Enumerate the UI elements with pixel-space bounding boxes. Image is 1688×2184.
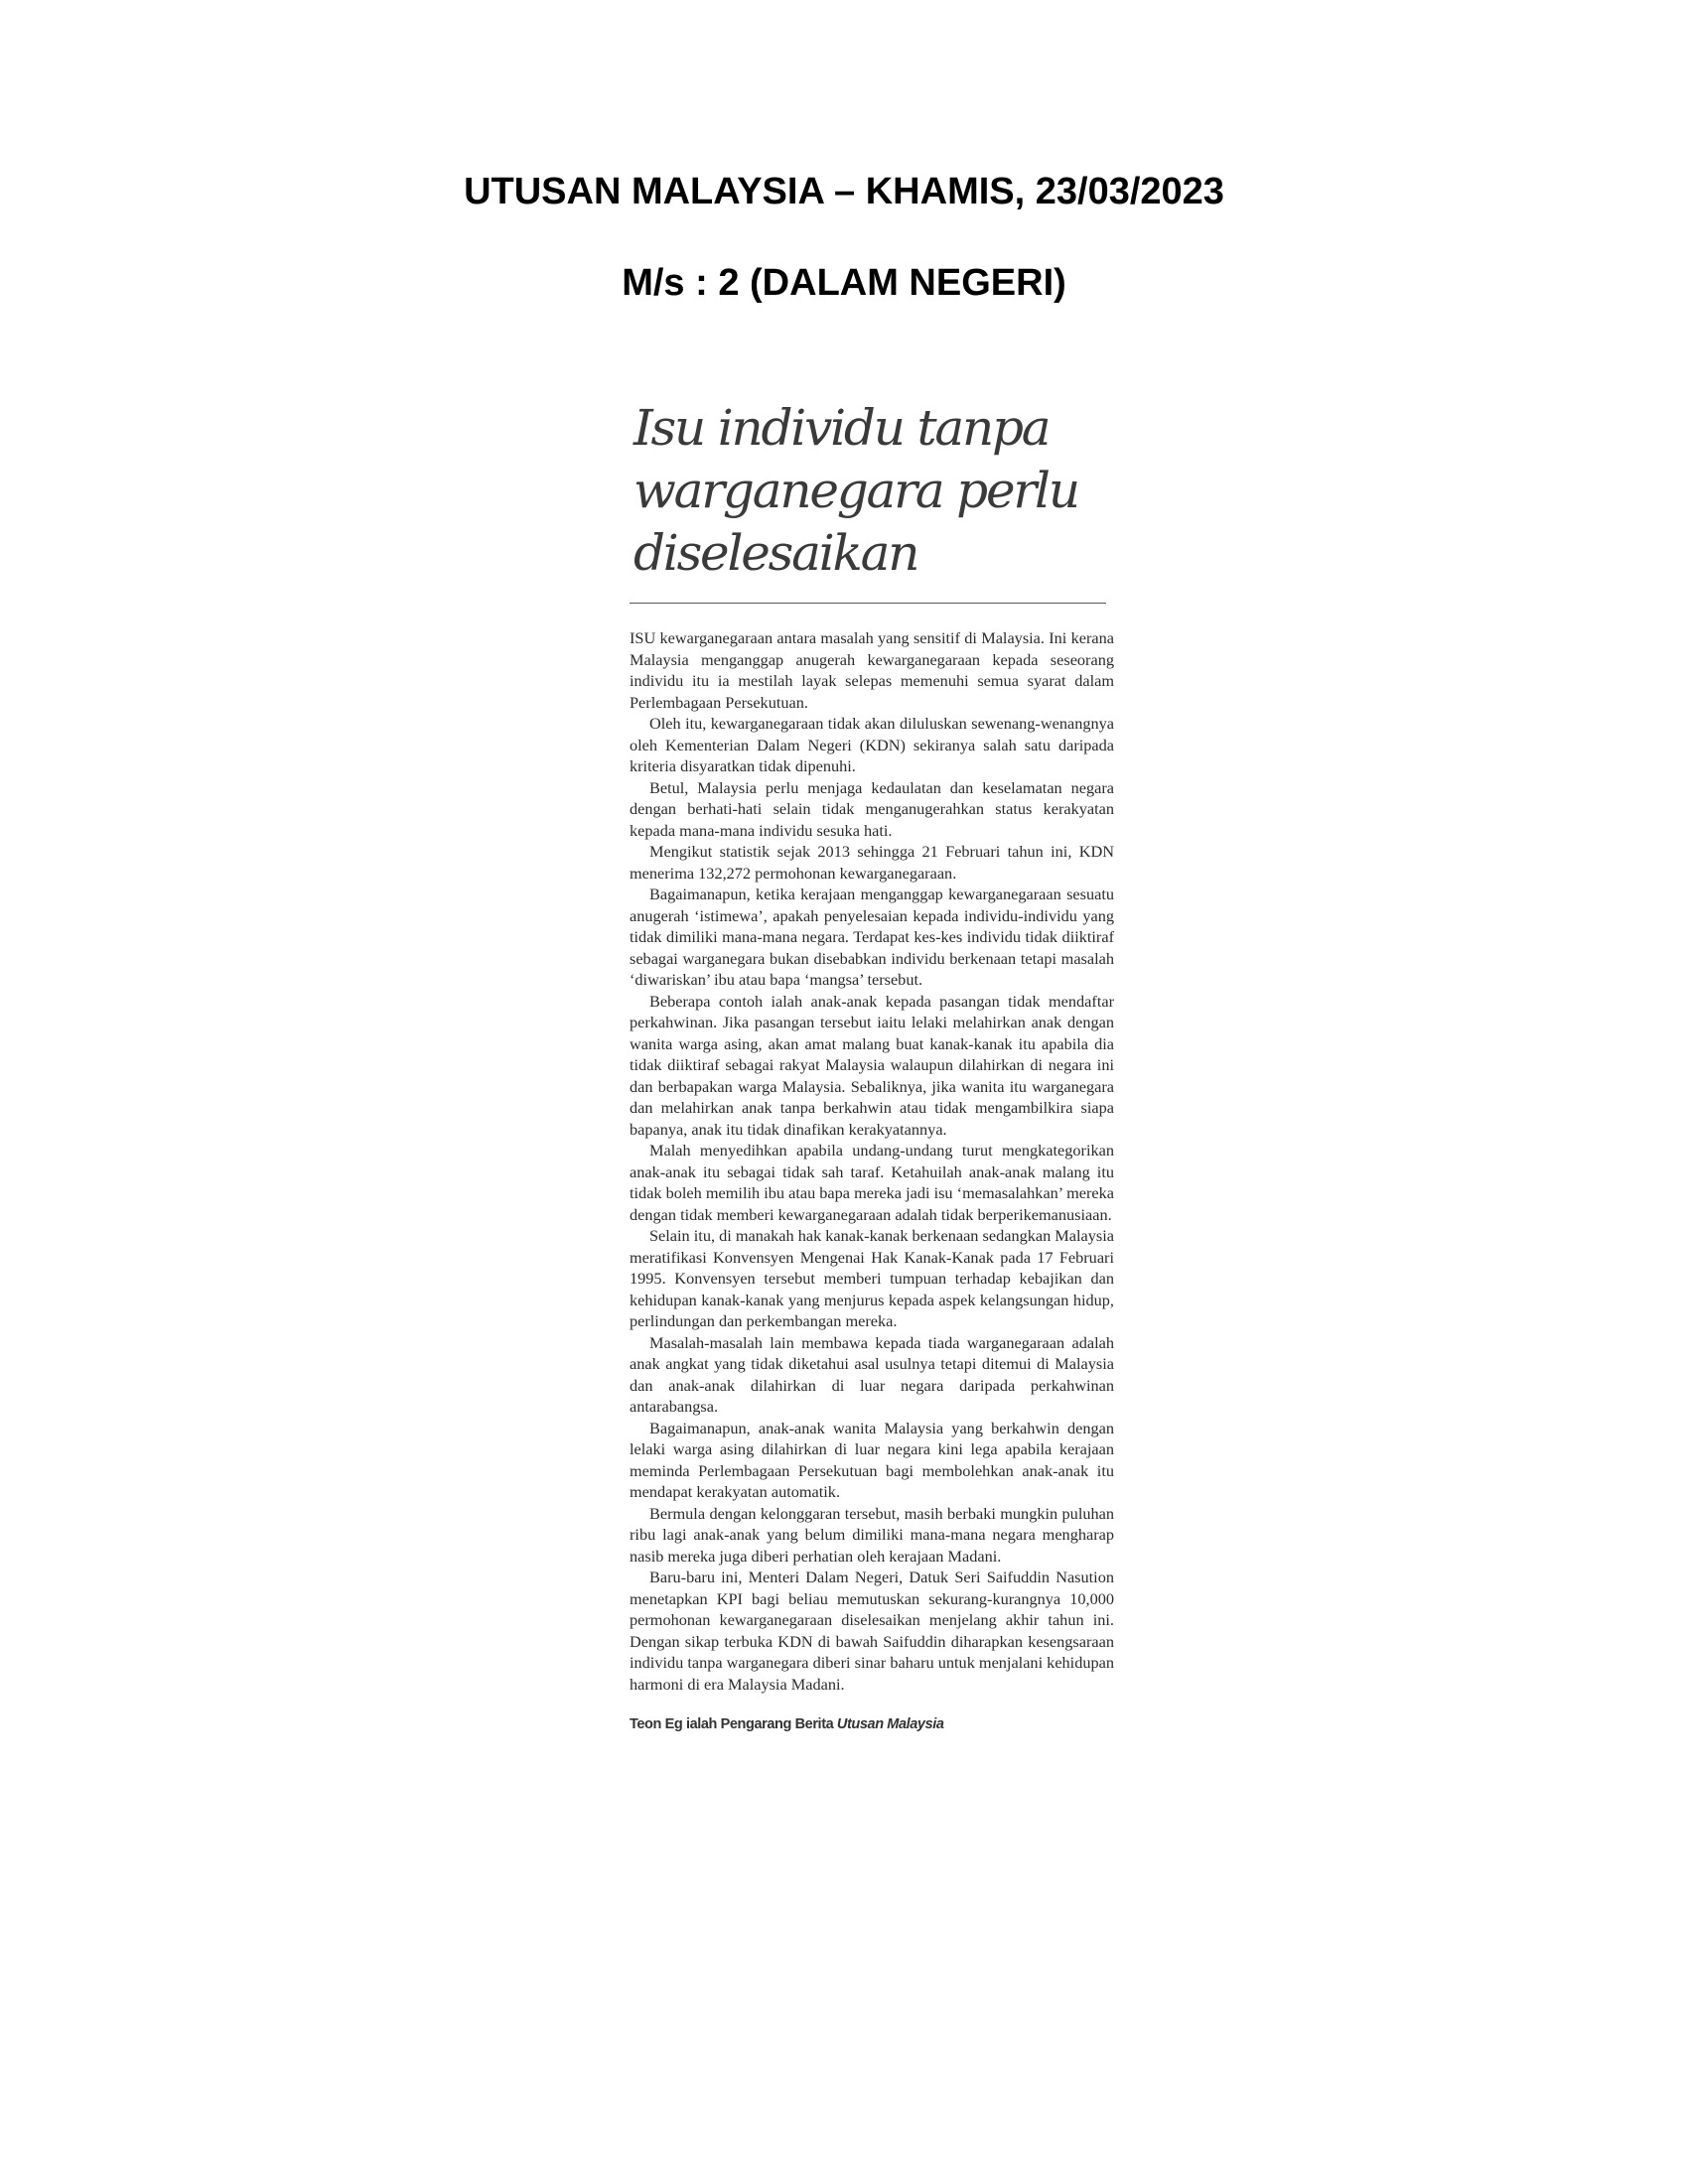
article-headline [630, 397, 1114, 585]
article-paragraph: Betul, Malaysia perlu menjaga kedaulatan dan keselamatan negara dengan berhati-hati selain tidak menganugerahkan status kerakyatan kepada mana-mana individu sesuka hati. [630, 777, 1114, 840]
byline-publication: Utusan Malaysia [836, 1716, 944, 1732]
newspaper-clipping [630, 397, 1114, 1732]
article-paragraph: Bagaimanapun, anak-anak wanita Malaysia yang berkahwin dengan lelaki warga asing dilahirkan di luar negara kini lega apabila kerajaan meminda Perlembagaan Persekutuan bagi membolehkan anak-anak itu mendapat kerakyatan automatik. [630, 1418, 1114, 1501]
article-paragraph: Malah menyedihkan apabila undang-undang turut mengkategorikan anak-anak itu sebagai tidak sah taraf. Ketahuilah anak-anak malang itu tidak boleh memilih ibu atau bapa mereka jadi isu ‘memasalahkan’ mereka dengan tidak memberi kewarganegaraan adalah tidak berperikemanusiaan. [630, 1141, 1114, 1224]
article-paragraph: Masalah-masalah lain membawa kepada tiada warganegaraan adalah anak angkat yang tidak diketahui asal usulnya tetapi ditemui di Malaysia dan anak-anak dilahirkan di luar negara daripada perkahwinan antarabangsa. [630, 1332, 1114, 1416]
article-paragraph: ISU kewarganegaraan antara masalah yang sensitif di Malaysia. Ini kerana Malaysia menganggap anugerah kewarganegaraan kepada seseorang individu itu ia mestilah layak selepas memenuhi semua syarat dalam Perlembagaan Persekutuan. [630, 628, 1114, 712]
page-section-header: M/s : 2 (DALAM NEGERI) [622, 262, 1066, 304]
article-paragraph: Baru-baru ini, Menteri Dalam Negeri, Datuk Seri Saifuddin Nasution menetapkan KPI bagi beliau memutuskan sekurang-kurangnya 10,000 permohonan kewarganegaraan diselesaikan menjelang akhir tahun ini. Dengan sikap terbuka KDN di bawah Saifuddin diharapkan kesengsaraan individu tanpa warganegara diberi sinar baharu untuk menjalani kehidupan harmoni di era Malaysia Madani. [630, 1568, 1114, 1694]
headline-line: warganegara perlu [633, 462, 1078, 519]
article-paragraph: Beberapa contoh ialah anak-anak kepada pasangan tidak mendaftar perkahwinan. Jika pasangan tersebut iaitu lelaki melahirkan anak dengan wanita warga asing, akan amat malang buat kanak-kanak itu apabila dia tidak diiktiraf sebagai rakyat Malaysia walaupun dilahirkan di negara ini dan berbapakan warga Malaysia. Sebaliknya, jika wanita itu warganegara dan melahirkan anak tanpa berkahwin atau tidak mengambilkira siapa bapanya, anak itu tidak dinafikan kerakyatannya. [630, 991, 1114, 1139]
article-paragraph: Oleh itu, kewarganegaraan tidak akan diluluskan sewenang-wenangnya oleh Kementerian Dalam Negeri (KDN) sekiranya salah satu daripada kriteria disyaratkan tidak dipenuhi. [630, 714, 1114, 775]
article-body [630, 627, 1114, 1695]
article-paragraph: Selain itu, di manakah hak kanak-kanak berkenaan sedangkan Malaysia meratifikasi Konvensyen Mengenai Hak Kanak-Kanak pada 17 Februari 1995. Konvensyen tersebut memberi tumpuan terhadap kebajikan dan kehidupan kanak-kanak yang menjurus kepada aspek kelangsungan hidup, perlindungan dan perkembangan mereka. [630, 1226, 1114, 1330]
publication-date-header: UTUSAN MALAYSIA – KHAMIS, 23/03/2023 [464, 171, 1224, 212]
article-paragraph: Bagaimanapun, ketika kerajaan menganggap kewarganegaraan sesuatu anugerah ‘istimewa’, apakah penyelesaian kepada individu-individu yang tidak dimiliki mana-mana negara. Terdapat kes-kes individu tidak diiktiraf sebagai warganegara bukan disebabkan individu berkenaan tetapi masalah ‘diwariskan’ ibu atau bapa ‘mangsa’ tersebut. [630, 885, 1114, 989]
headline-divider [630, 603, 1106, 604]
author-byline [630, 1716, 1114, 1732]
headline-line: diselesaikan [633, 524, 918, 582]
article-paragraph: Bermula dengan kelonggaran tersebut, masih berbaki mungkin puluhan ribu lagi anak-anak yang belum dimiliki mana-mana negara mengharap nasib mereka juga diberi perhatian oleh kerajaan Madani. [630, 1503, 1114, 1566]
headline-line: Isu individu tanpa [633, 399, 1050, 457]
article-paragraph: Mengikut statistik sejak 2013 sehingga 21 Februari tahun ini, KDN menerima 132,272 permohonan kewarganegaraan. [630, 842, 1114, 883]
byline-text: Teon Eg ialah Pengarang Berita [630, 1716, 834, 1732]
